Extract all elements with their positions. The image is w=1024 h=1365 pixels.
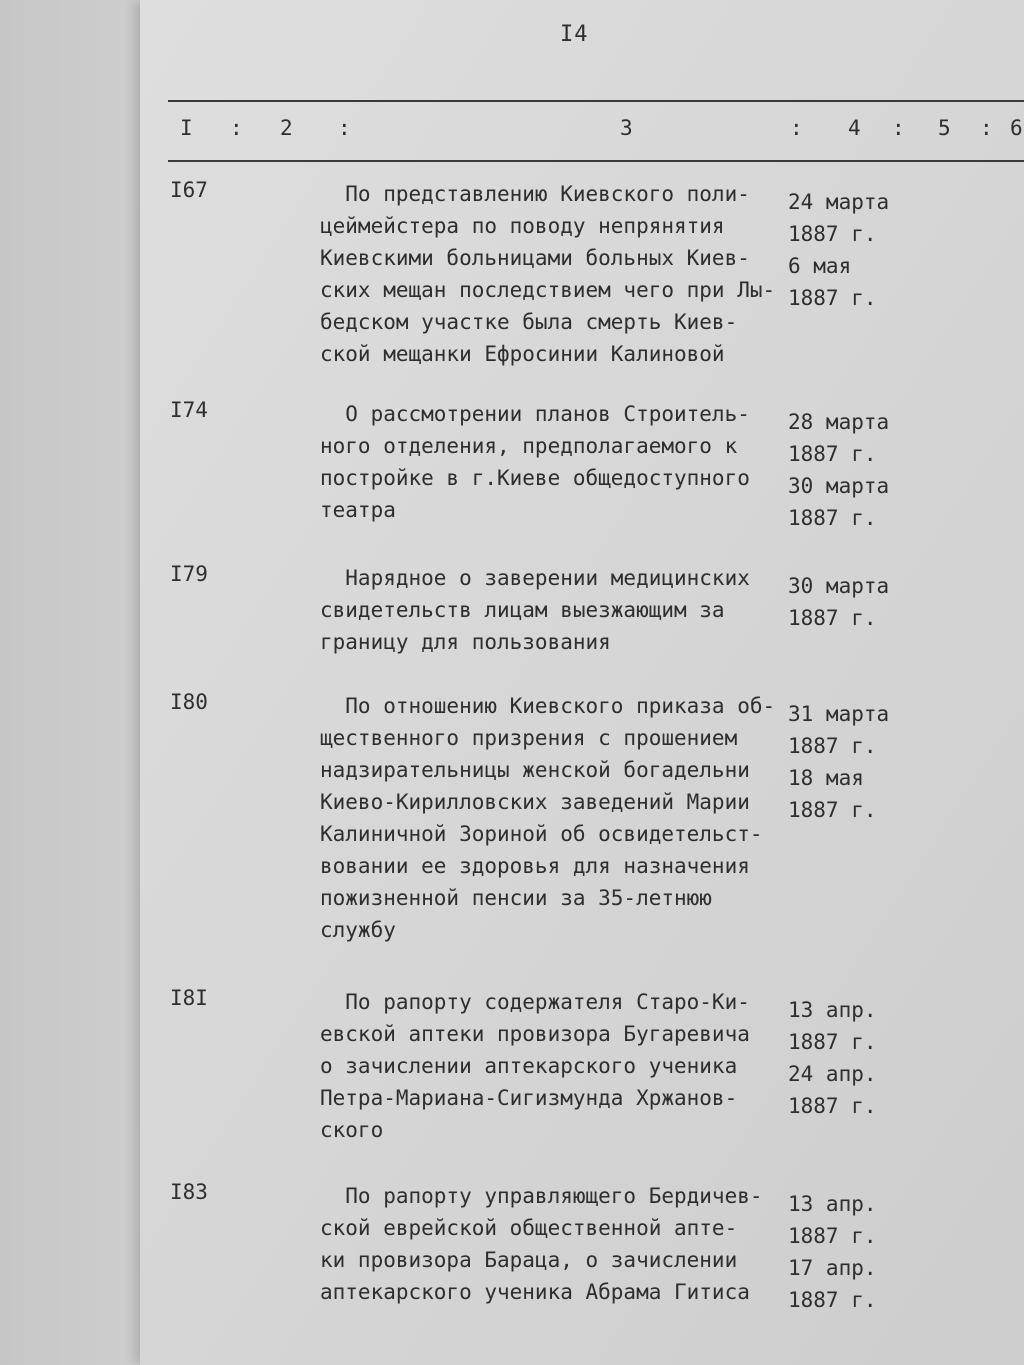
header-col-2: 2 (280, 116, 293, 140)
header-sep-1: : (230, 116, 243, 140)
document-page (140, 0, 1024, 1365)
table-header-rule (168, 160, 1024, 162)
header-sep-4: : (892, 116, 905, 140)
row-description: По представлению Киевского поли- цеймейстера по поводу непрянятия Киевскими больницами больных Киев- ских мещан последствием чего при Лы- бедском участке была смерть Киев- ской мещанки Ефросинии Калиновой (320, 182, 776, 366)
row-description: Нарядное о заверении медицинских свидетельств лицам выезжающим за границу для пользования (320, 566, 750, 654)
header-sep-2: : (338, 116, 351, 140)
row-description: По отношению Киевского приказа об- щественного призрения с прошением надзирательницы женской богадельни Киево-Кирилловских заведений Марии Калиничной Зориной об освидетельст- вовании ее здоровья для назначения пожизненной пенсии за 35-летнюю службу (320, 694, 776, 942)
row-dates: 13 апр. 1887 г. 17 апр. 1887 г. (788, 1192, 877, 1312)
header-sep-5: : (980, 116, 993, 140)
table-top-rule (168, 100, 1024, 102)
row-dates: 31 марта 1887 г. 18 мая 1887 г. (788, 702, 890, 822)
table-header (180, 106, 1024, 150)
row-dates: 30 марта 1887 г. (788, 574, 890, 630)
header-col-6: 6 (1010, 116, 1023, 140)
row-dates: 24 марта 1887 г. 6 мая 1887 г. (788, 190, 890, 310)
row-description: По рапорту управляющего Бердичев- ской еврейской общественной апте- ки провизора Бараца, о зачислении аптекарского ученика Абрама Гитиса (320, 1184, 763, 1304)
row-description: О рассмотрении планов Строитель- ного отделения, предполагаемого к постройке в г.Киеве общедоступного театра (320, 402, 750, 522)
page-number: I4 (560, 22, 589, 47)
row-dates: 28 марта 1887 г. 30 марта 1887 г. (788, 410, 890, 530)
row-number: I8I (170, 986, 208, 1010)
row-number: I79 (170, 562, 208, 586)
row-number: I67 (170, 178, 208, 202)
row-number: I74 (170, 398, 208, 422)
header-sep-3: : (790, 116, 803, 140)
row-number: I83 (170, 1180, 208, 1204)
header-col-1: I (180, 116, 193, 140)
header-col-5: 5 (938, 116, 951, 140)
row-number: I80 (170, 690, 208, 714)
header-col-3: 3 (620, 116, 633, 140)
row-description: По рапорту содержателя Старо-Ки- евской аптеки провизора Бугаревича о зачислении аптекарского ученика Петра-Мариана-Сигизмунда Хржанов- ского (320, 990, 750, 1142)
row-dates: 13 апр. 1887 г. 24 апр. 1887 г. (788, 998, 877, 1118)
underlying-page (0, 0, 160, 1365)
header-col-4: 4 (848, 116, 861, 140)
